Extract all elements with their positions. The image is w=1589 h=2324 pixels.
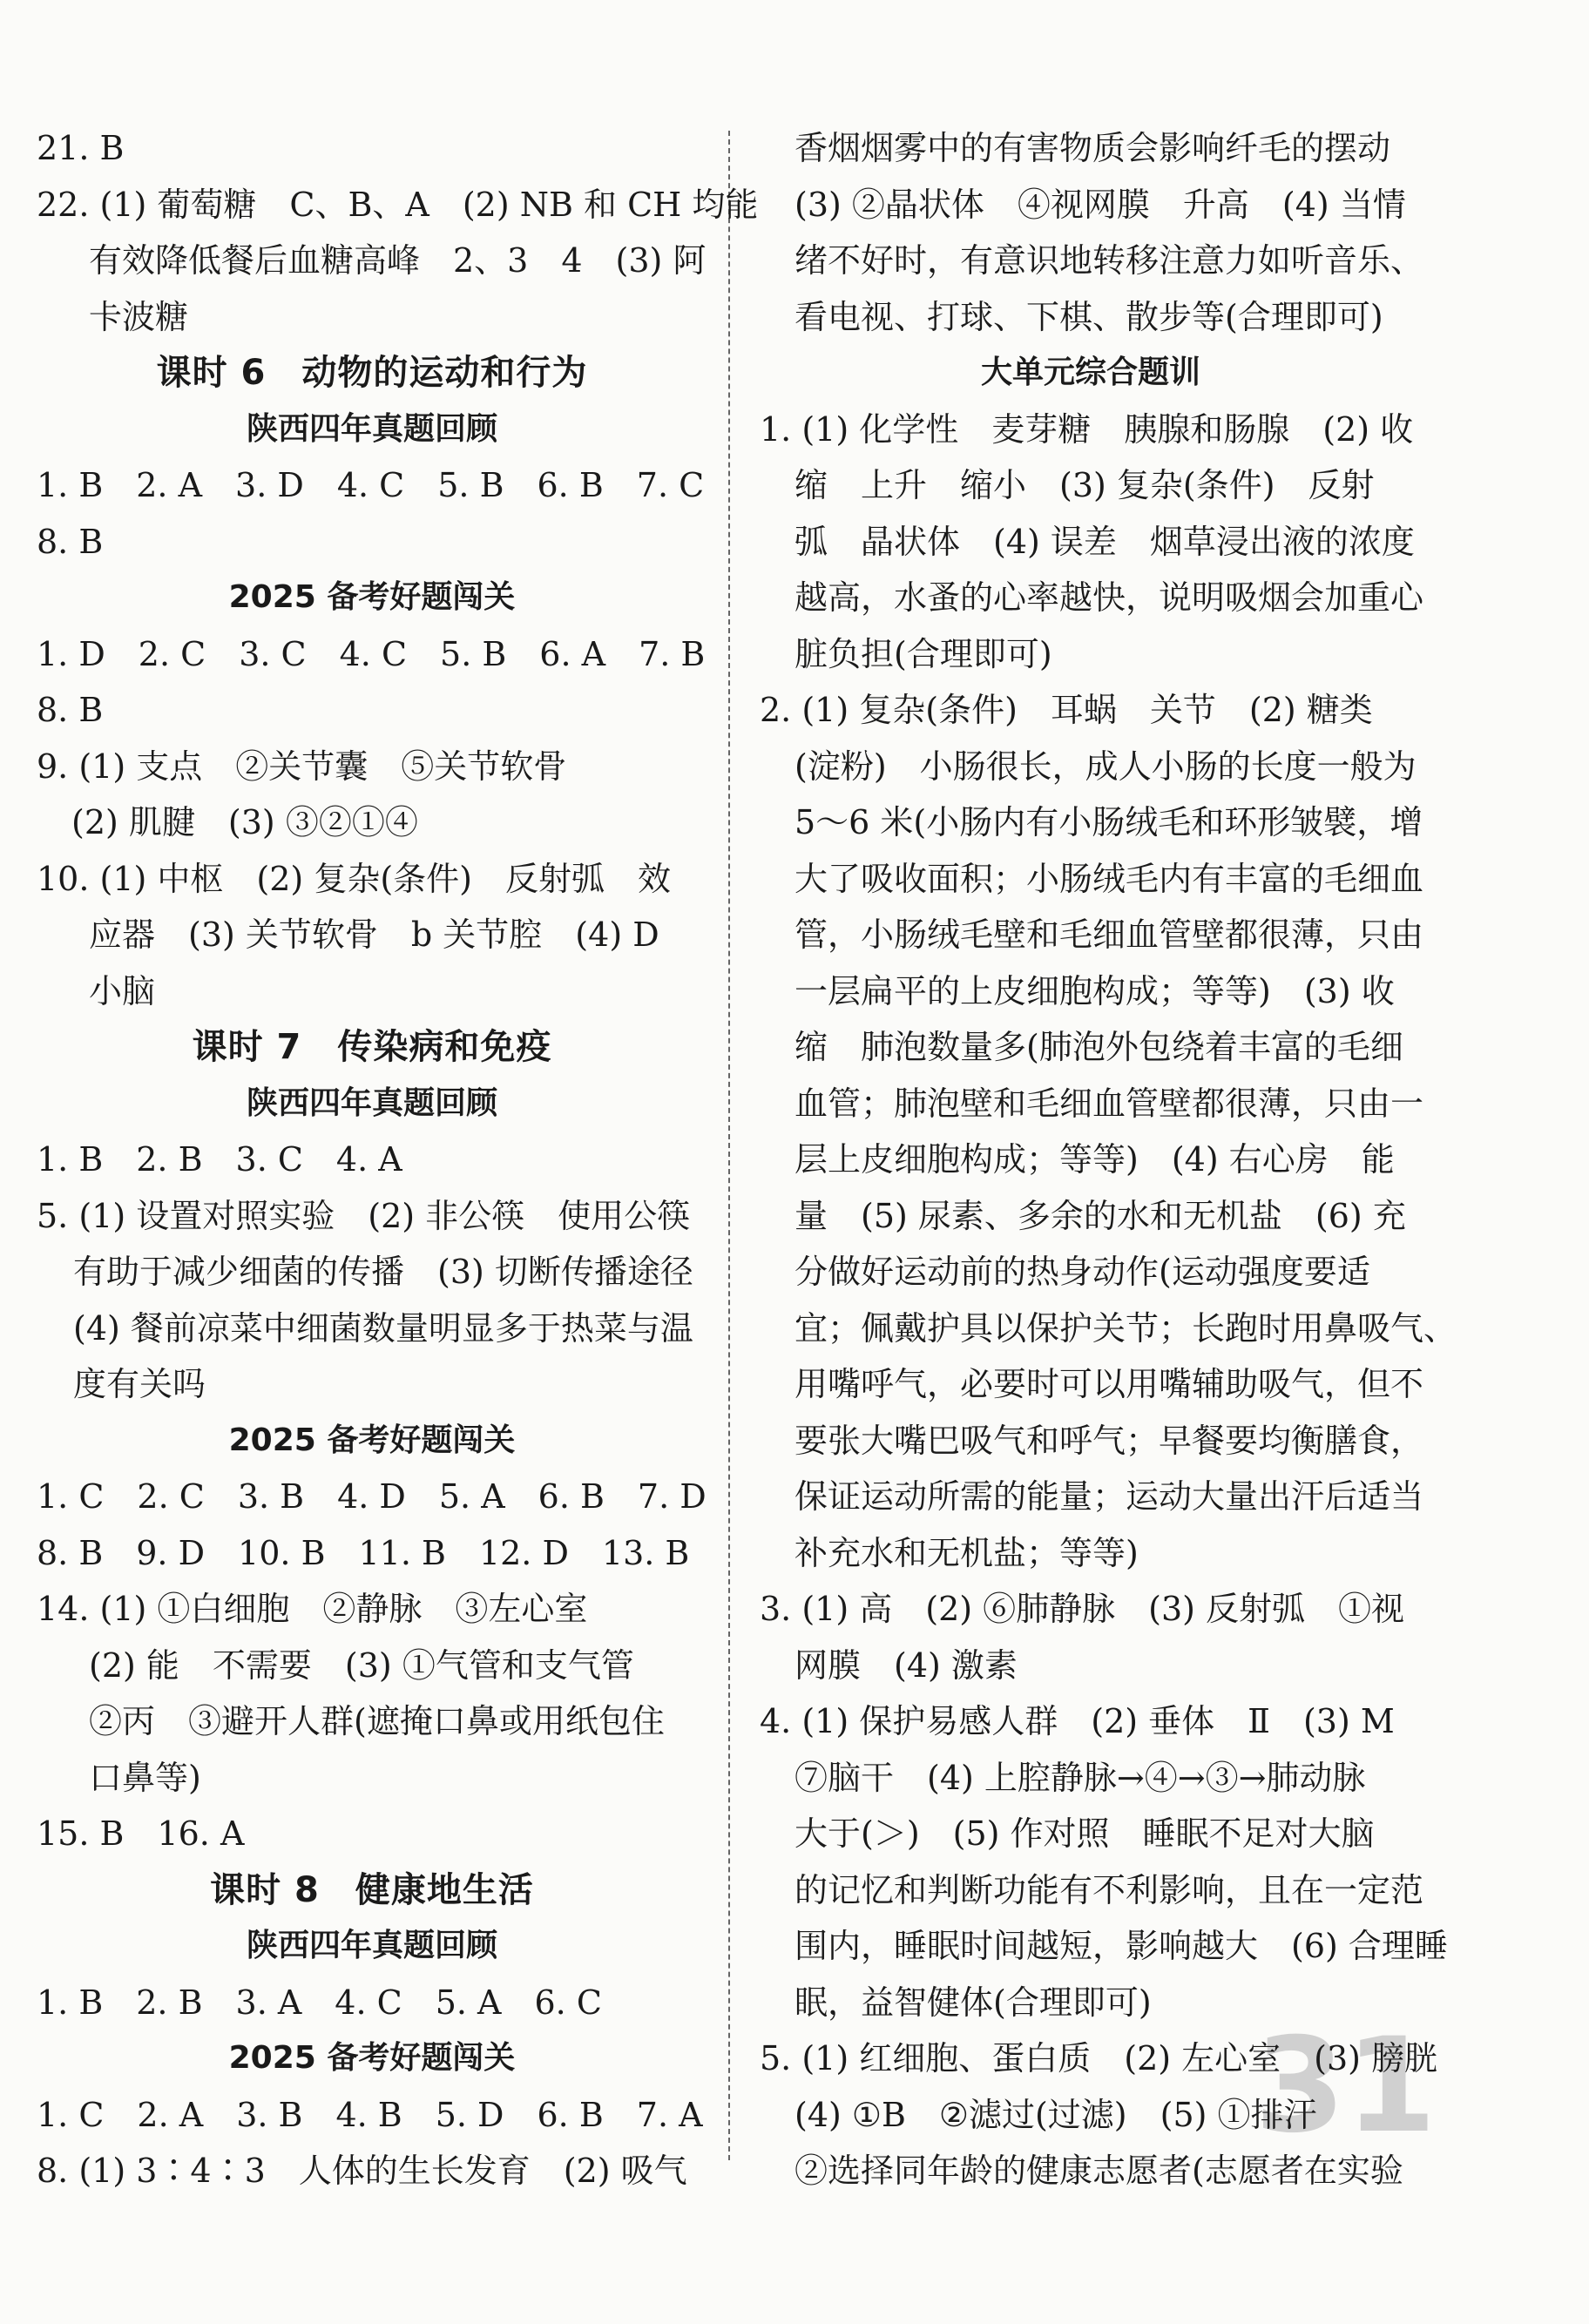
answer-line: 度有关吗 [73, 1365, 206, 1403]
answer-line: 1. (1) 化学性 麦芽糖 胰腺和肠腺 (2) 收 [760, 409, 1414, 449]
answer-line: 有效降低餐后血糖高峰 2、3 4 (3) 阿 [89, 241, 707, 280]
section-heading: 2025 备考好题闯关 [228, 2040, 516, 2076]
answer-line: 宜；佩戴护具以保护关节；长跑时用鼻吸气、 [794, 1308, 1457, 1348]
answer-line: 弧 晶状体 (4) 误差 烟草浸出液的浓度 [794, 522, 1415, 561]
answer-line: (3) ②晶状体 ④视网膜 升高 (4) 当情 [794, 185, 1406, 224]
answer-line: 眠，益智健体(合理即可) [794, 1983, 1152, 2022]
left-column [37, 120, 759, 2199]
answer-line: (4) 餐前凉菜中细菌数量明显多于热菜与温 [73, 1308, 693, 1348]
answer-line: 大于(＞) (5) 作对照 睡眠不足对大脑 [794, 1814, 1375, 1853]
answer-line: 应器 (3) 关节软骨 b 关节腔 (4) D [89, 915, 659, 954]
answer-line: 看电视、打球、下棋、散步等(合理即可) [794, 297, 1383, 336]
answer-line: ⑦脑干 (4) 上腔静脉→④→③→肺动脉 [794, 1758, 1366, 1797]
answer-line: 8. B 9. D 10. B 11. B 12. D 13. B [37, 1533, 690, 1572]
answer-line: ②丙 ③避开人群(遮掩口鼻或用纸包住 [89, 1702, 665, 1740]
answer-line: 要张大嘴巴吸气和呼气；早餐要均衡膳食， [794, 1421, 1424, 1460]
section-heading: 2025 备考好题闯关 [228, 579, 516, 615]
answer-line: 缩 上升 缩小 (3) 复杂(条件) 反射 [794, 466, 1375, 504]
answer-line: 网膜 (4) 激素 [794, 1645, 1018, 1685]
answer-line: (4) ①B ②滤过(过滤) (5) ①排汗 [794, 2095, 1317, 2134]
answer-line: 5～6 米(小肠内有小肠绒毛和环形皱襞，增 [794, 803, 1423, 841]
answer-line: (2) 肌腱 (3) ③②①④ [71, 803, 418, 841]
page-number-watermark: 31 [1254, 2010, 1437, 2162]
answer-line: 量 (5) 尿素、多余的水和无机盐 (6) 充 [794, 1196, 1406, 1235]
section-heading: 2025 备考好题闯关 [228, 1422, 516, 1458]
section-heading: 陕西四年真题回顾 [246, 1928, 497, 1963]
answer-line: 口鼻等) [89, 1758, 201, 1797]
answer-line: 8. (1) 3∶4∶3 人体的生长发育 (2) 吸气 [37, 2152, 687, 2190]
answer-line: 3. (1) 高 (2) ⑥肺静脉 (3) 反射弧 ①视 [760, 1590, 1405, 1628]
answer-line: 10. (1) 中枢 (2) 复杂(条件) 反射弧 效 [37, 859, 671, 898]
answer-line: 香烟烟雾中的有害物质会影响纤毛的摆动 [794, 129, 1391, 167]
answer-line: 越高，水蚤的心率越快，说明吸烟会加重心 [794, 578, 1424, 617]
answer-line: 1. D 2. C 3. C 4. C 5. B 6. A 7. B [37, 634, 706, 673]
answer-line: 的记忆和判断功能有不利影响，且在一定范 [794, 1870, 1424, 1909]
answer-line: 5. (1) 红细胞、蛋白质 (2) 左心室 (3) 膀胱 [760, 2039, 1438, 2077]
answer-line: ②选择同年龄的健康志愿者(志愿者在实验 [794, 2152, 1403, 2190]
section-heading: 大单元综合题训 [980, 355, 1200, 390]
answer-line: 2. (1) 复杂(条件) 耳蜗 关节 (2) 糖类 [760, 691, 1373, 729]
answer-line: 1. C 2. C 3. B 4. D 5. A 6. B 7. D [37, 1477, 707, 1516]
answer-line: 围内，睡眠时间越短，影响越大 (6) 合理睡 [794, 1927, 1448, 1965]
answer-line: 8. B [37, 522, 104, 561]
answer-line: 8. B [37, 691, 104, 729]
answer-line: 1. B 2. A 3. D 4. C 5. B 6. B 7. C [37, 466, 705, 504]
answer-line: (2) 能 不需要 (3) ①气管和支气管 [89, 1645, 634, 1685]
answer-line: 1. C 2. A 3. B 4. B 5. D 6. B 7. A [37, 2095, 703, 2134]
answer-line: 分做好运动前的热身动作(运动强度要适 [794, 1253, 1370, 1291]
answer-line: 4. (1) 保护易感人群 (2) 垂体 Ⅱ (3) M [760, 1702, 1395, 1740]
answer-line: 有助于减少细菌的传播 (3) 切断传播途径 [73, 1253, 693, 1291]
lesson-heading: 课时 7 传染病和免疫 [192, 1027, 552, 1067]
section-heading: 陕西四年真题回顾 [246, 1084, 497, 1121]
answer-line: 15. B 16. A [37, 1814, 245, 1853]
right-column [760, 120, 1457, 2199]
answer-line: 补充水和无机盐；等等) [794, 1533, 1139, 1572]
answer-line: 保证运动所需的能量；运动大量出汗后适当 [794, 1477, 1424, 1516]
lesson-heading: 课时 6 动物的运动和行为 [156, 353, 588, 393]
answer-line: 脏负担(合理即可) [794, 634, 1052, 673]
answer-line: 管，小肠绒毛壁和毛细血管壁都很薄，只由 [794, 915, 1424, 954]
answer-line: 大了吸收面积；小肠绒毛内有丰富的毛细血 [794, 859, 1424, 898]
answer-line: 一层扁平的上皮细胞构成；等等) (3) 收 [794, 971, 1395, 1010]
answer-line: 5. (1) 设置对照实验 (2) 非公筷 使用公筷 [37, 1196, 691, 1235]
answer-line: (淀粉) 小肠很长，成人小肠的长度一般为 [794, 747, 1417, 786]
answer-line: 绪不好时，有意识地转移注意力如听音乐、 [794, 241, 1424, 280]
answer-line: 1. B 2. B 3. C 4. A [37, 1140, 402, 1179]
answer-line: 层上皮细胞构成；等等) (4) 右心房 能 [794, 1140, 1395, 1179]
answer-line: 22. (1) 葡萄糖 C、B、A (2) NB 和 CH 均能 [37, 185, 759, 224]
answer-line: 小脑 [89, 971, 156, 1010]
answer-line: 21. B [37, 129, 125, 167]
column-divider [728, 131, 730, 2160]
answer-line: 1. B 2. B 3. A 4. C 5. A 6. C [37, 1983, 602, 2022]
section-heading: 陕西四年真题回顾 [246, 410, 497, 447]
lesson-heading: 课时 8 健康地生活 [210, 1869, 534, 1910]
answer-line: 用嘴呼气，必要时可以用嘴辅助吸气，但不 [794, 1365, 1424, 1403]
answer-line: 血管；肺泡壁和毛细血管壁都很薄，只由一 [794, 1084, 1424, 1123]
answer-line: 缩 肺泡数量多(肺泡外包绕着丰富的毛细 [794, 1028, 1403, 1066]
answer-line: 卡波糖 [89, 297, 189, 336]
answer-line: 9. (1) 支点 ②关节囊 ⑤关节软骨 [37, 747, 567, 786]
answer-line: 14. (1) ①白细胞 ②静脉 ③左心室 [37, 1590, 588, 1628]
